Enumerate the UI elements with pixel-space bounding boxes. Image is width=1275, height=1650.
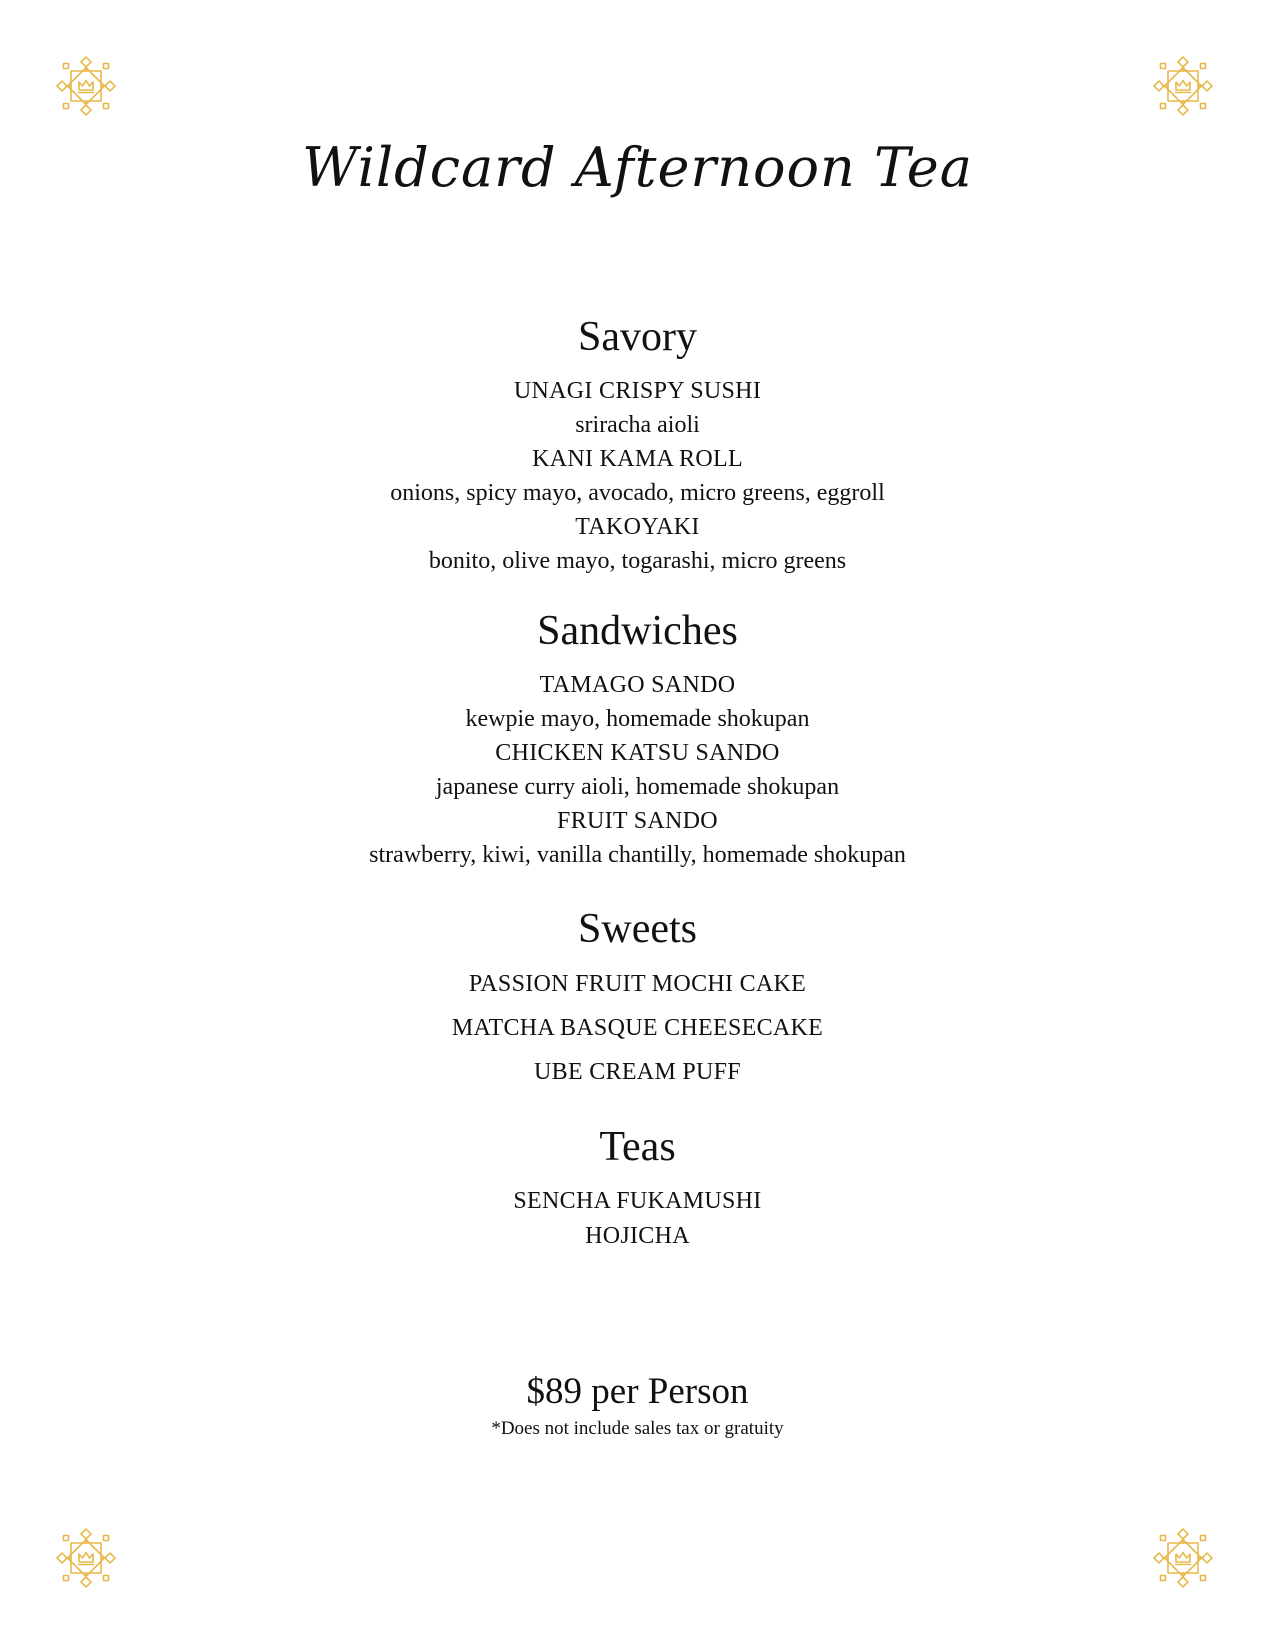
price: $89 per Person (526, 1371, 749, 1412)
item-name: SENCHA FUKAMUSHI (513, 1188, 762, 1214)
menu-item (0, 374, 1275, 442)
item-description: onions, spicy mayo, avocado, micro greens, eggroll (390, 480, 885, 506)
menu-item (0, 442, 1275, 510)
menu-item (0, 736, 1275, 804)
item-name: UBE CREAM PUFF (534, 1059, 741, 1085)
item-description: japanese curry aioli, homemade shokupan (435, 774, 840, 800)
crown-medallion-icon (56, 56, 116, 116)
item-name: HOJICHA (585, 1223, 690, 1249)
item-name: FRUIT SANDO (557, 808, 718, 834)
item-name: MATCHA BASQUE CHEESECAKE (451, 1015, 824, 1041)
section-sweets (0, 902, 1275, 1094)
item-name: PASSION FRUIT MOCHI CAKE (468, 971, 807, 997)
item-name: KANI KAMA ROLL (532, 446, 743, 472)
menu-item (0, 510, 1275, 578)
menu-item (0, 962, 1275, 1006)
section-heading: Sweets (578, 906, 697, 952)
section-savory (0, 310, 1275, 578)
item-description: bonito, olive mayo, togarashi, micro greens (428, 548, 847, 574)
crown-medallion-icon (1153, 1528, 1213, 1588)
menu-item (0, 1219, 1275, 1254)
menu-item (0, 1184, 1275, 1219)
menu-item (0, 1050, 1275, 1094)
item-name: UNAGI CRISPY SUSHI (513, 378, 762, 404)
menu-item (0, 1006, 1275, 1050)
item-description: strawberry, kiwi, vanilla chantilly, homemade shokupan (369, 842, 906, 868)
item-description: sriracha aioli (575, 412, 700, 438)
section-teas (0, 1120, 1275, 1254)
item-name: TAKOYAKI (575, 514, 700, 540)
item-name: TAMAGO SANDO (539, 672, 736, 698)
crown-medallion-icon (1153, 56, 1213, 116)
section-heading: Teas (599, 1124, 676, 1170)
section-heading: Sandwiches (537, 608, 738, 654)
crown-medallion-icon (56, 1528, 116, 1588)
menu-item (0, 668, 1275, 736)
tax-note: *Does not include sales tax or gratuity (491, 1418, 784, 1439)
menu-title: Wildcard Afternoon Tea (302, 136, 973, 199)
section-heading: Savory (578, 314, 697, 360)
section-sandwiches (0, 604, 1275, 872)
item-name: CHICKEN KATSU SANDO (495, 740, 780, 766)
menu-item (0, 804, 1275, 872)
item-description: kewpie mayo, homemade shokupan (465, 706, 810, 732)
